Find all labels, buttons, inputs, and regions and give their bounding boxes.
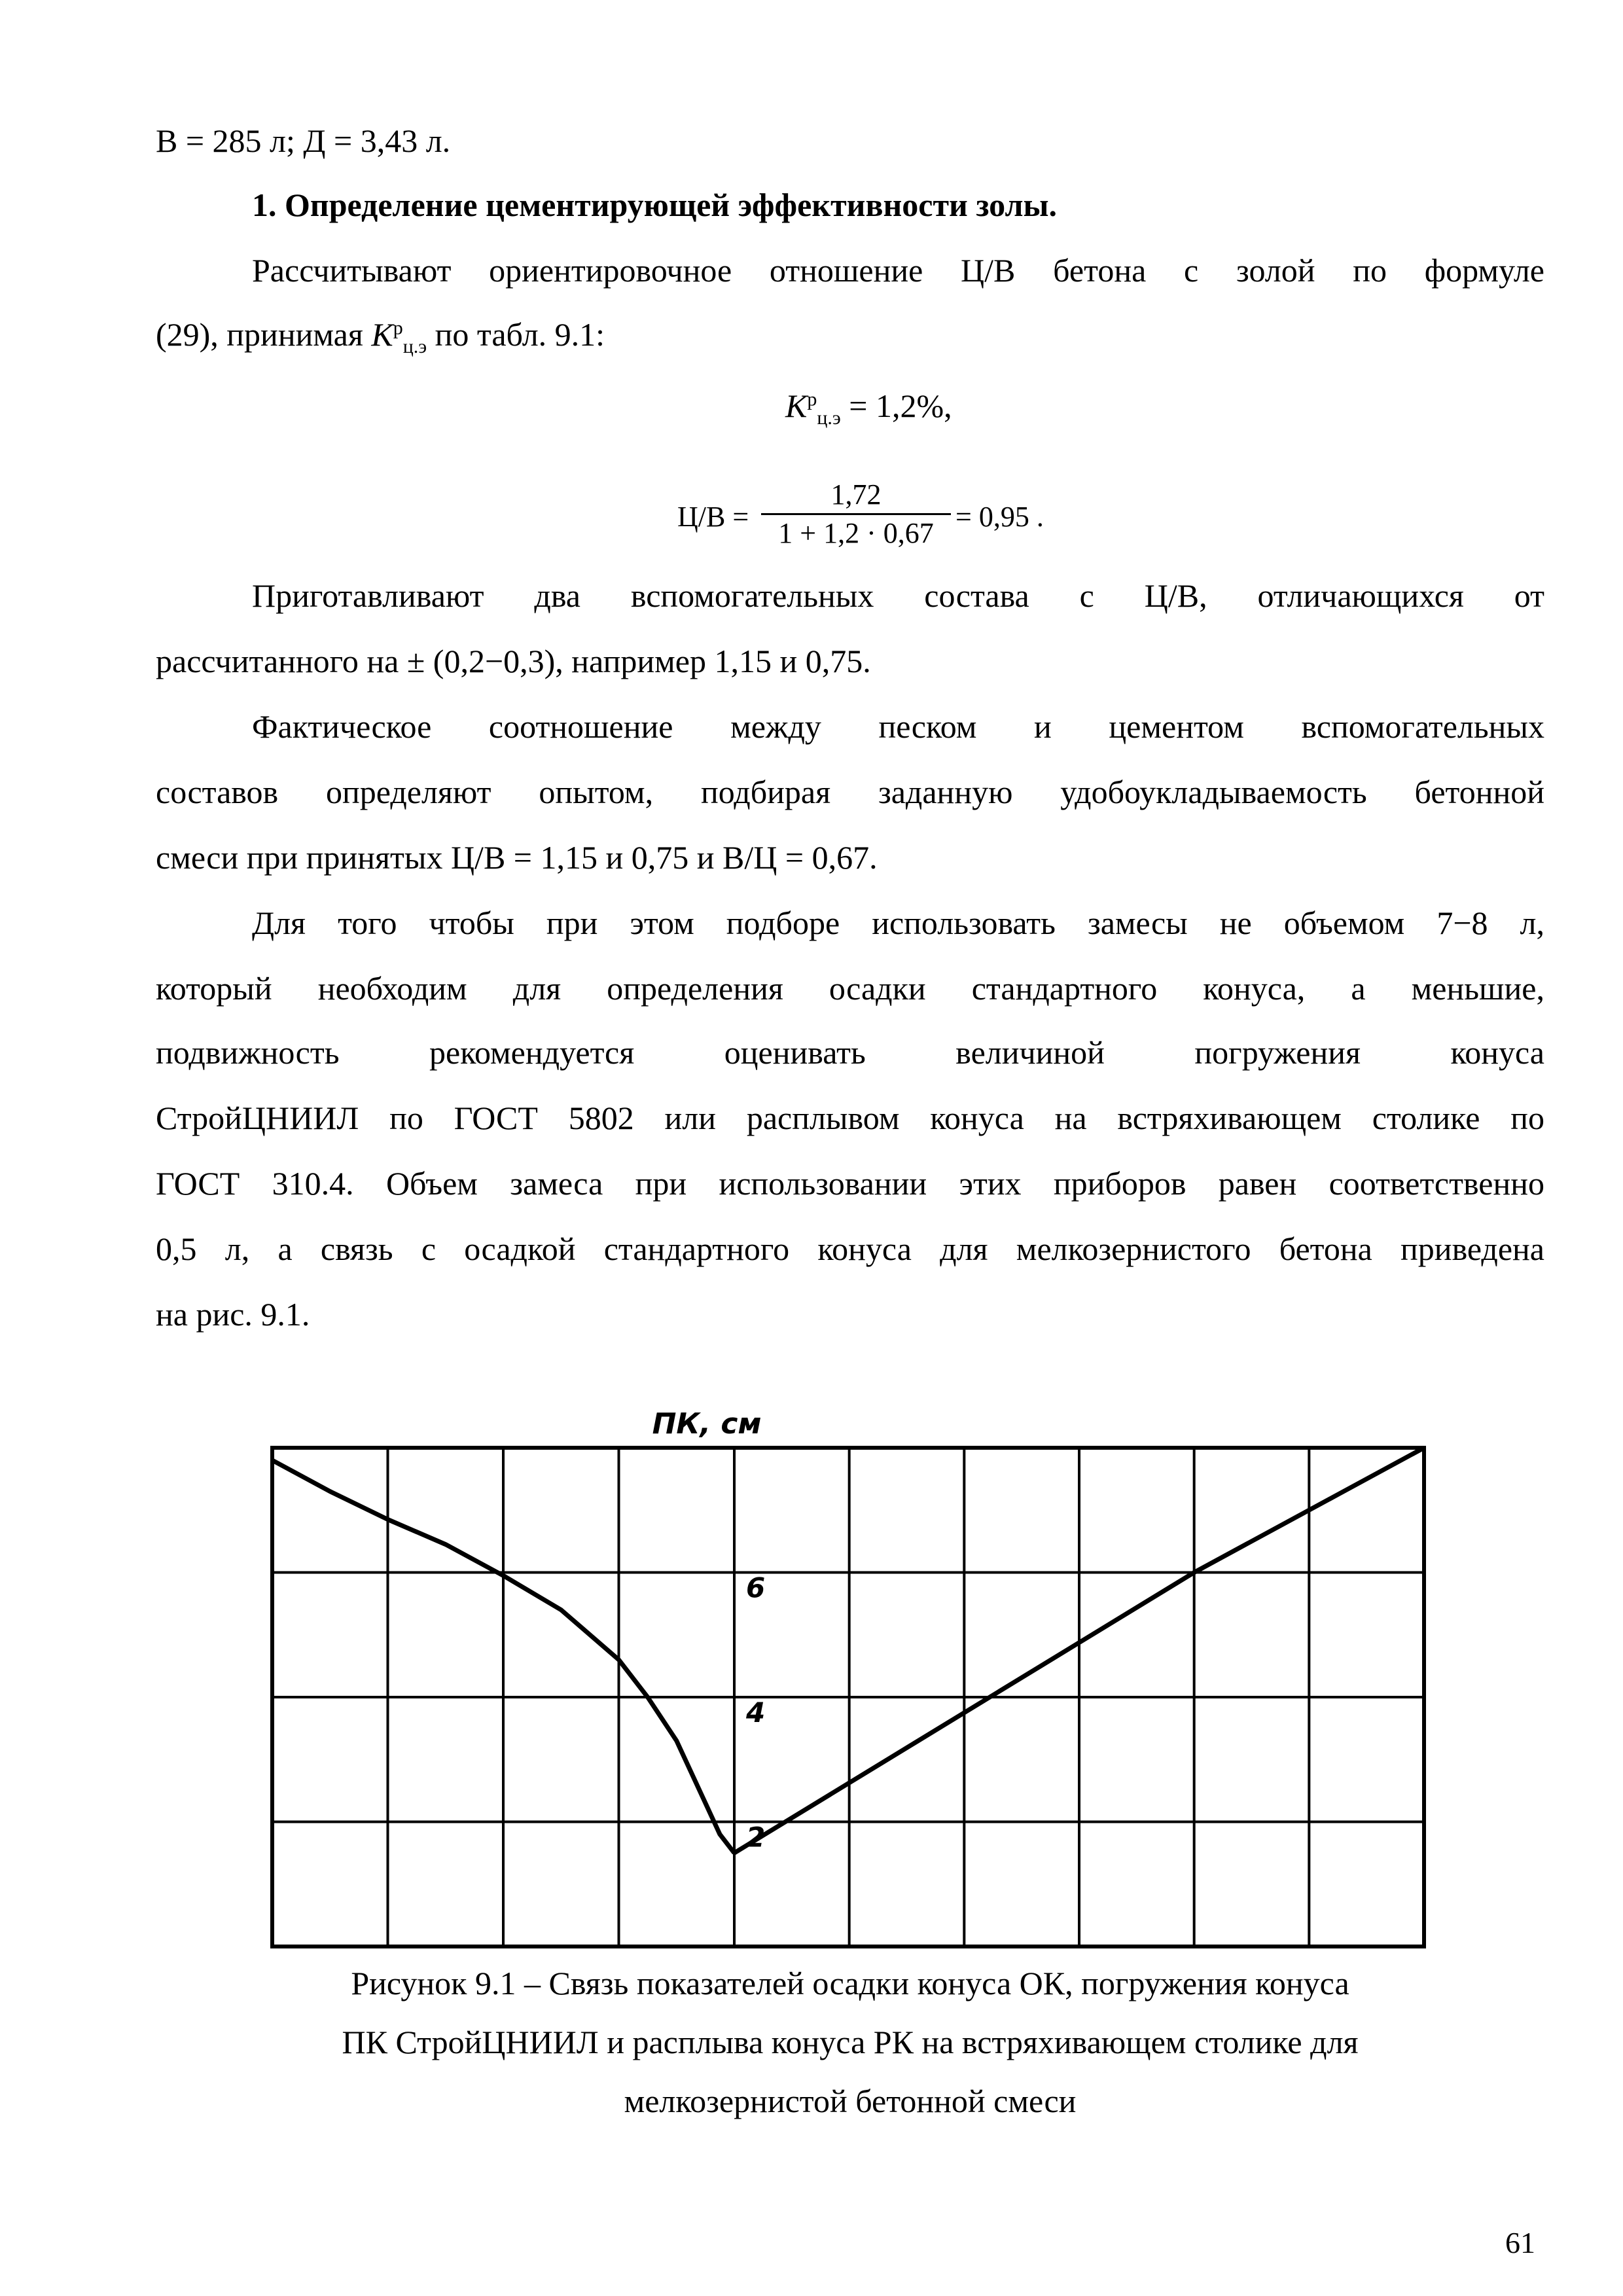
p1-k-symbol: K <box>371 316 393 353</box>
formula-k <box>785 386 952 429</box>
f1-k-symbol: K <box>785 387 808 424</box>
p1-line2 <box>156 315 605 357</box>
p1-line2-a: (29), принимая <box>156 316 372 353</box>
figure-caption-line1: Рисунок 9.1 – Связь показателей осадки конуса ОК, погружения конуса <box>351 1965 1349 2001</box>
p4-line3: подвижность рекомендуется оценивать величиной погружения конуса <box>156 1034 1544 1071</box>
p3-line3: смеси при принятых Ц/В = 1,15 и 0,75 и В/Ц = 0,67. <box>156 839 878 876</box>
p3-line1: Фактическое соотношение между песком и цементом вспомогательных <box>252 708 1544 745</box>
intro-line: В = 285 л; Д = 3,43 л. <box>156 122 451 159</box>
y-tick-label-6: 6 <box>746 1571 766 1604</box>
p4-line5: ГОСТ 310.4. Объем замеса при использовании этих приборов равен соответственно <box>156 1165 1544 1202</box>
p1-line1: Рассчитывают ориентировочное отношение Ц/В бетона с золой по формуле <box>252 252 1544 289</box>
p4-line6: 0,5 л, а связь с осадкой стандартного конуса для мелкозернистого бетона приведена <box>156 1230 1544 1267</box>
p2-line1: Приготавливают два вспомогательных состава с Ц/В, отличающихся от <box>252 577 1544 614</box>
p4-line2: который необходим для определения осадки стандартного конуса, а меньшие, <box>156 970 1544 1007</box>
f1-rhs: = 1,2%, <box>840 387 952 424</box>
p1-k-sub: ц.э <box>402 336 427 357</box>
y-tick-label-4: 4 <box>746 1696 766 1729</box>
p4-line7: на рис. 9.1. <box>156 1296 310 1333</box>
p4-line1: Для того чтобы при этом подборе использовать замесы не объемом 7−8 л, <box>252 905 1544 941</box>
f2-fraction <box>761 478 951 550</box>
chart-svg <box>0 1374 1623 1964</box>
f2-fraction-bar <box>761 513 951 515</box>
f2-rhs: = 0,95 . <box>955 501 1044 533</box>
figure-caption-line3: мелкозернистой бетонной смеси <box>624 2083 1077 2119</box>
p2-line2: рассчитанного на ± (0,2−0,3), например 1,15 и 0,75. <box>156 643 871 679</box>
y-tick-label-2: 2 <box>746 1821 766 1854</box>
p1-k-sup: р <box>393 317 403 339</box>
section-heading: 1. Определение цементирующей эффективности золы. <box>252 187 1058 223</box>
p3-line2: составов определяют опытом, подбирая заданную удобоукладываемость бетонной <box>156 774 1544 810</box>
f1-k-sub: ц.э <box>817 407 841 429</box>
page-number: 61 <box>1505 2226 1535 2259</box>
figure-9-1 <box>0 1374 1623 1964</box>
figure-caption-line2: ПК СтройЦНИИЛ и расплыва конуса РК на встряхивающем столике для <box>342 2024 1359 2060</box>
y-axis-label: ПК, см <box>652 1407 762 1441</box>
f2-denominator: 1 + 1,2 · 0,67 <box>778 517 934 549</box>
p4-line4: СтройЦНИИЛ по ГОСТ 5802 или расплывом конуса на встряхивающем столике по <box>156 1100 1544 1136</box>
p1-line2-b: по табл. 9.1: <box>427 316 605 353</box>
f1-k-sup: р <box>807 388 817 410</box>
f2-lhs: Ц/В = <box>677 501 749 533</box>
f2-numerator: 1,72 <box>830 478 882 511</box>
